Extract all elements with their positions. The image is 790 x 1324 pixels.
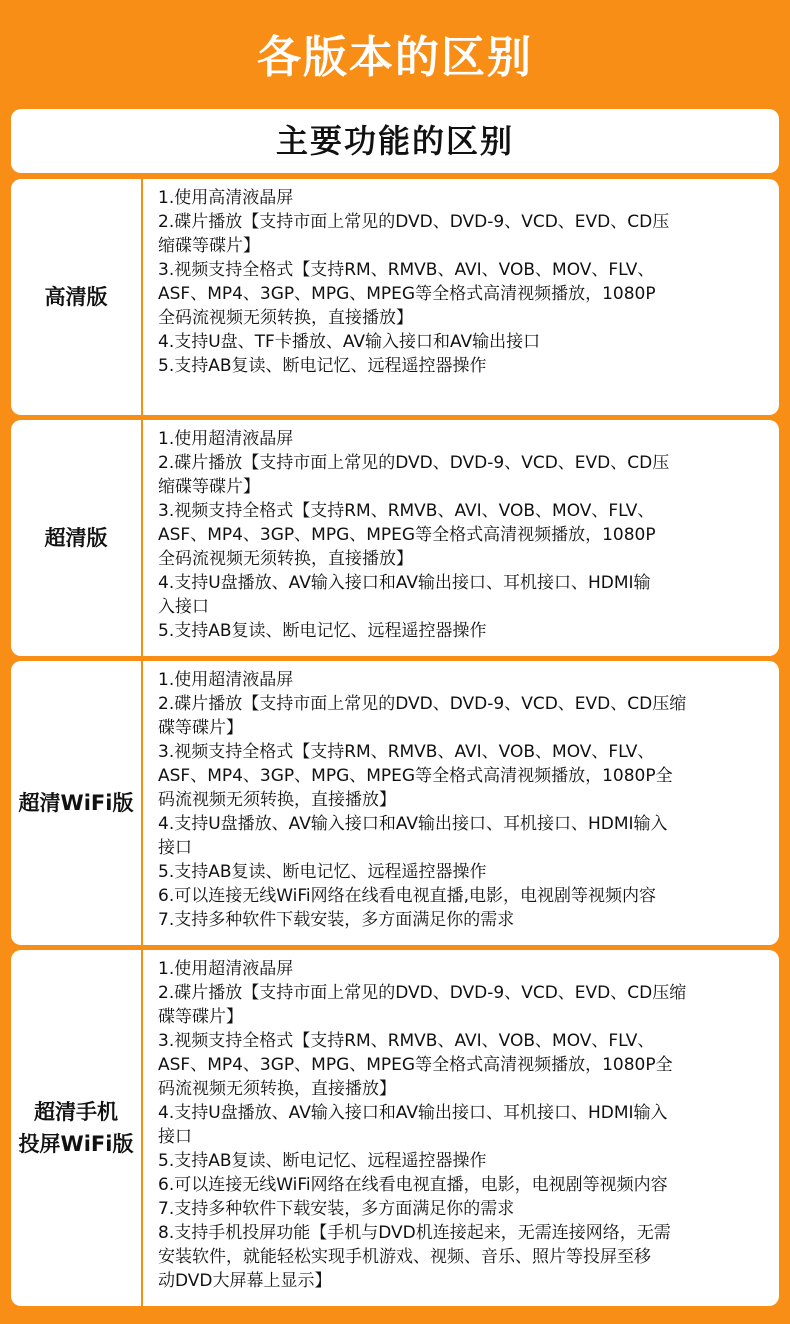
feature-text-line: 4.支持U盘播放、AV输入接口和AV输出接口、耳机接口、HDMI输入	[158, 814, 668, 834]
feature-item	[158, 812, 769, 860]
feature-text-line: 3.视频支持全格式【支持RM、RMVB、AVI、VOB、MOV、FLV、	[158, 742, 655, 762]
subtitle-banner	[11, 109, 779, 173]
feature-text-line: 3.视频支持全格式【支持RM、RMVB、AVI、VOB、MOV、FLV、	[158, 260, 655, 280]
feature-text-line: 2.碟片播放【支持市面上常见的DVD、DVD-9、VCD、EVD、CD压	[158, 212, 670, 232]
feature-item	[158, 619, 769, 643]
feature-text-line: 接口	[158, 1127, 192, 1147]
feature-list	[158, 186, 769, 378]
feature-item	[158, 258, 769, 330]
page-title: 各版本的区别	[257, 32, 533, 83]
feature-text-line: 入接口	[158, 597, 209, 617]
version-row-hd	[11, 179, 779, 415]
feature-text-line: 8.支持手机投屏功能【手机与DVD机连接起来，无需连接网络，无需	[158, 1223, 671, 1243]
feature-text-line: 5.支持AB复读、断电记忆、远程遥控器操作	[158, 621, 487, 641]
feature-text-line: 4.支持U盘播放、AV输入接口和AV输出接口、耳机接口、HDMI输	[158, 573, 651, 593]
feature-text-line: 2.碟片播放【支持市面上常见的DVD、DVD-9、VCD、EVD、CD压缩	[158, 694, 687, 714]
feature-text-line: 5.支持AB复读、断电记忆、远程遥控器操作	[158, 862, 487, 882]
feature-item	[158, 499, 769, 571]
feature-text-line: 6.可以连接无线WiFi网络在线看电视直播，电影，电视剧等视频内容	[158, 1175, 668, 1195]
feature-item	[158, 451, 769, 499]
version-row-uhd-wifi	[11, 661, 779, 945]
feature-text-line: 7.支持多种软件下载安装，多方面满足你的需求	[158, 910, 515, 930]
feature-text-line: 碟等碟片】	[158, 1007, 243, 1027]
feature-text-line: 5.支持AB复读、断电记忆、远程遥控器操作	[158, 356, 487, 376]
feature-text-line: ASF、MP4、3GP、MPG、MPEG等全格式高清视频播放，1080P全	[158, 1055, 673, 1075]
feature-text-line: ASF、MP4、3GP、MPG、MPEG等全格式高清视频播放，1080P	[158, 284, 656, 304]
feature-list	[158, 957, 769, 1293]
feature-text-line: 缩碟等碟片】	[158, 477, 260, 497]
feature-list	[158, 427, 769, 643]
feature-text-line: 码流视频无须转换，直接播放】	[158, 790, 396, 810]
version-label-cell	[11, 420, 143, 656]
feature-item	[158, 330, 769, 354]
feature-item	[158, 884, 769, 908]
feature-text-line: 动DVD大屏幕上显示】	[158, 1271, 332, 1291]
feature-item	[158, 1197, 769, 1221]
feature-text-line: 缩碟等碟片】	[158, 236, 260, 256]
feature-item	[158, 860, 769, 884]
feature-item	[158, 1221, 769, 1293]
feature-item	[158, 210, 769, 258]
feature-text-line: 4.支持U盘、TF卡播放、AV输入接口和AV输出接口	[158, 332, 541, 352]
feature-list	[158, 668, 769, 932]
feature-item	[158, 908, 769, 932]
feature-item	[158, 1029, 769, 1101]
feature-item	[158, 981, 769, 1029]
feature-text-line: 1.使用超清液晶屏	[158, 429, 294, 449]
feature-item	[158, 740, 769, 812]
feature-text-line: 6.可以连接无线WiFi网络在线看电视直播,电影，电视剧等视频内容	[158, 886, 657, 906]
feature-item	[158, 957, 769, 981]
feature-text-line: 2.碟片播放【支持市面上常见的DVD、DVD-9、VCD、EVD、CD压缩	[158, 983, 687, 1003]
feature-text-line: 码流视频无须转换，直接播放】	[158, 1079, 396, 1099]
feature-item	[158, 1173, 769, 1197]
feature-item	[158, 354, 769, 378]
version-label-cell	[11, 950, 143, 1306]
feature-text-line: ASF、MP4、3GP、MPG、MPEG等全格式高清视频播放，1080P全	[158, 766, 673, 786]
feature-text-line: 1.使用高清液晶屏	[158, 188, 294, 208]
version-label: 高清版	[44, 285, 108, 309]
feature-text-line: 5.支持AB复读、断电记忆、远程遥控器操作	[158, 1151, 487, 1171]
feature-text-line: 7.支持多种软件下载安装，多方面满足你的需求	[158, 1199, 515, 1219]
version-label: 超清WiFi版	[18, 791, 134, 815]
feature-item	[158, 427, 769, 451]
version-label-cell	[11, 661, 143, 945]
section-subtitle: 主要功能的区别	[275, 122, 514, 160]
version-label-cell	[11, 179, 143, 415]
feature-item	[158, 1149, 769, 1173]
feature-text-line: 安装软件，就能轻松实现手机游戏、视频、音乐、照片等投屏至移	[158, 1247, 651, 1267]
feature-item	[158, 571, 769, 619]
feature-text-line: 接口	[158, 838, 192, 858]
feature-text-line: 全码流视频无须转换，直接播放】	[158, 308, 413, 328]
feature-text-line: 全码流视频无须转换，直接播放】	[158, 549, 413, 569]
feature-text-line: 4.支持U盘播放、AV输入接口和AV输出接口、耳机接口、HDMI输入	[158, 1103, 668, 1123]
feature-text-line: 3.视频支持全格式【支持RM、RMVB、AVI、VOB、MOV、FLV、	[158, 501, 655, 521]
feature-item	[158, 692, 769, 740]
feature-item	[158, 668, 769, 692]
version-row-uhd	[11, 420, 779, 656]
version-label: 超清版	[44, 526, 108, 550]
feature-text-line: 2.碟片播放【支持市面上常见的DVD、DVD-9、VCD、EVD、CD压	[158, 453, 670, 473]
version-label: 超清手机 投屏WiFi版	[18, 1100, 134, 1156]
feature-text-line: ASF、MP4、3GP、MPG、MPEG等全格式高清视频播放，1080P	[158, 525, 656, 545]
feature-text-line: 碟等碟片】	[158, 718, 243, 738]
feature-text-line: 1.使用超清液晶屏	[158, 959, 294, 979]
feature-item	[158, 186, 769, 210]
feature-text-line: 1.使用超清液晶屏	[158, 670, 294, 690]
feature-item	[158, 1101, 769, 1149]
version-row-uhd-mirror-wifi	[11, 950, 779, 1306]
feature-text-line: 3.视频支持全格式【支持RM、RMVB、AVI、VOB、MOV、FLV、	[158, 1031, 655, 1051]
